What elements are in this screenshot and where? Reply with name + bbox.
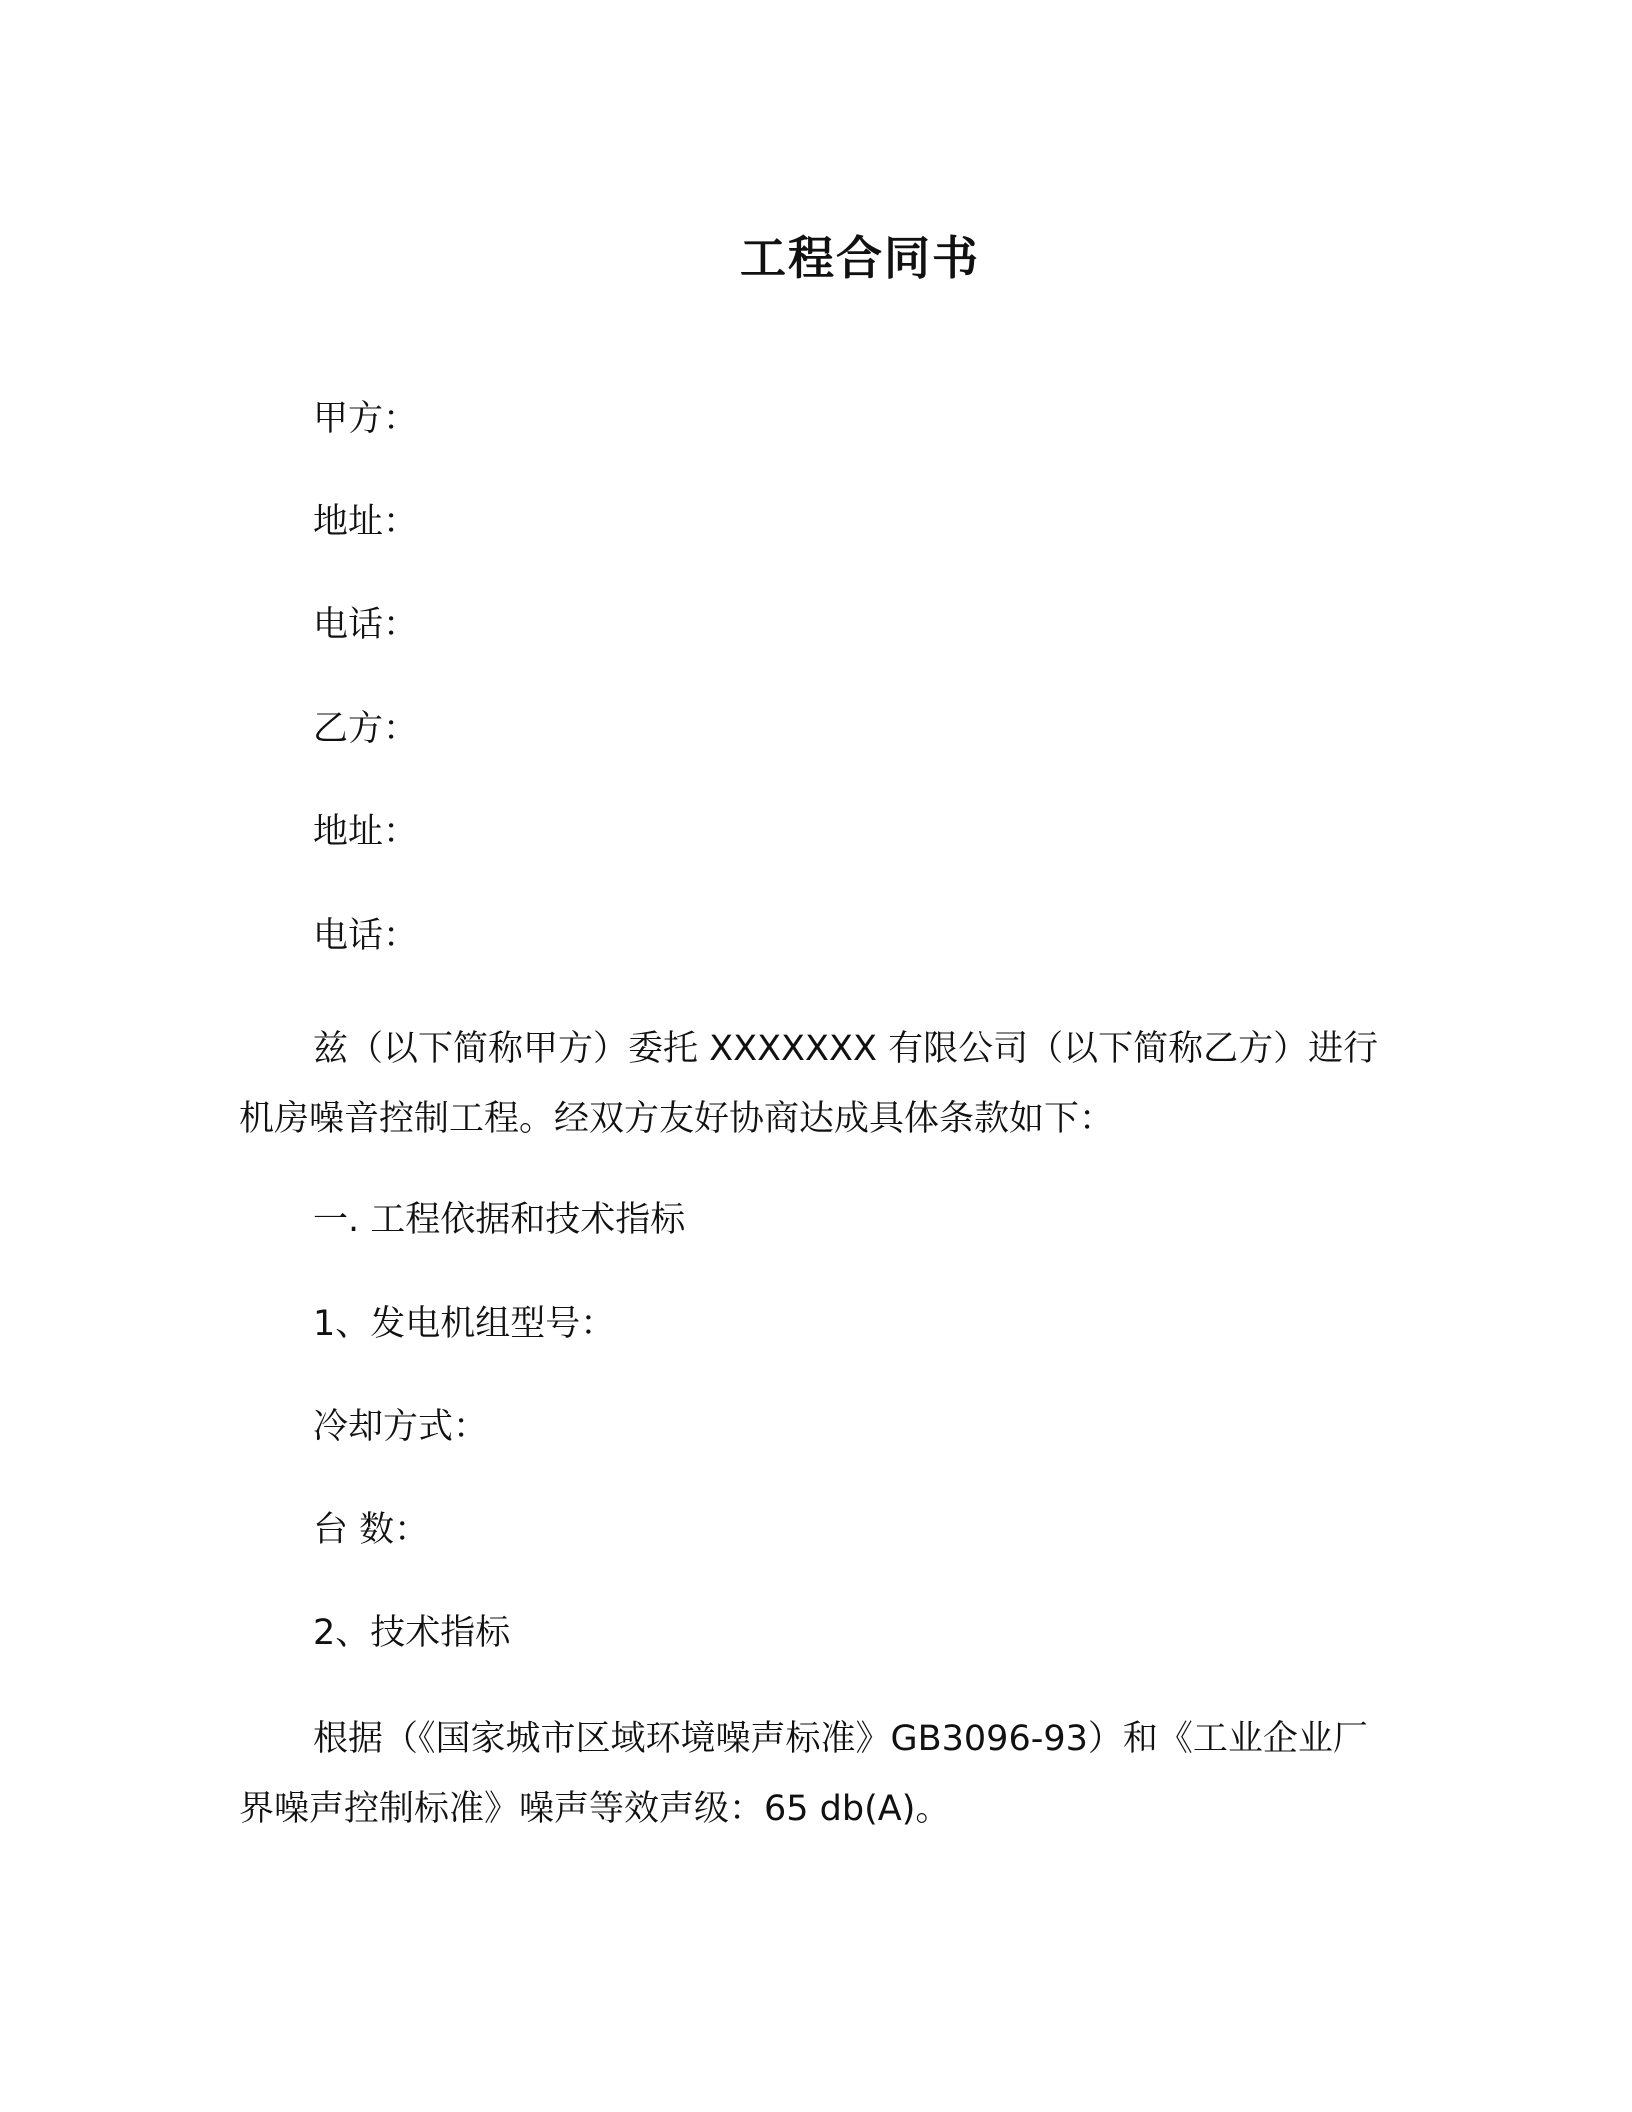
item-1-generator-model: 1、发电机组型号： xyxy=(313,1304,616,1344)
party-a-label: 甲方： xyxy=(313,399,419,439)
section-1-heading: 一. 工程依据和技术指标 xyxy=(313,1200,686,1240)
unit-count-label: 台 数： xyxy=(313,1510,430,1550)
party-b-address-label: 地址： xyxy=(313,812,419,852)
item-2-technical-indicators: 2、技术指标 xyxy=(313,1613,511,1653)
party-b-label: 乙方： xyxy=(313,709,419,749)
document-title: 工程合同书 xyxy=(740,231,980,285)
party-b-phone-label: 电话： xyxy=(313,916,419,956)
party-a-phone-label: 电话： xyxy=(313,605,419,645)
standards-paragraph: 根据（《国家城市区域环境噪声标准》GB3096-93）和《工业企业厂界噪声控制标准》噪声等效声级：65 db(A)。 xyxy=(239,1719,1368,1829)
party-a-address-label: 地址： xyxy=(313,502,419,542)
intro-paragraph: 兹（以下简称甲方）委托 XXXXXXX 有限公司（以下简称乙方）进行机房噪音控制工程。经双方友好协商达成具体条款如下： xyxy=(239,1029,1379,1139)
cooling-method-label: 冷却方式： xyxy=(313,1407,489,1447)
